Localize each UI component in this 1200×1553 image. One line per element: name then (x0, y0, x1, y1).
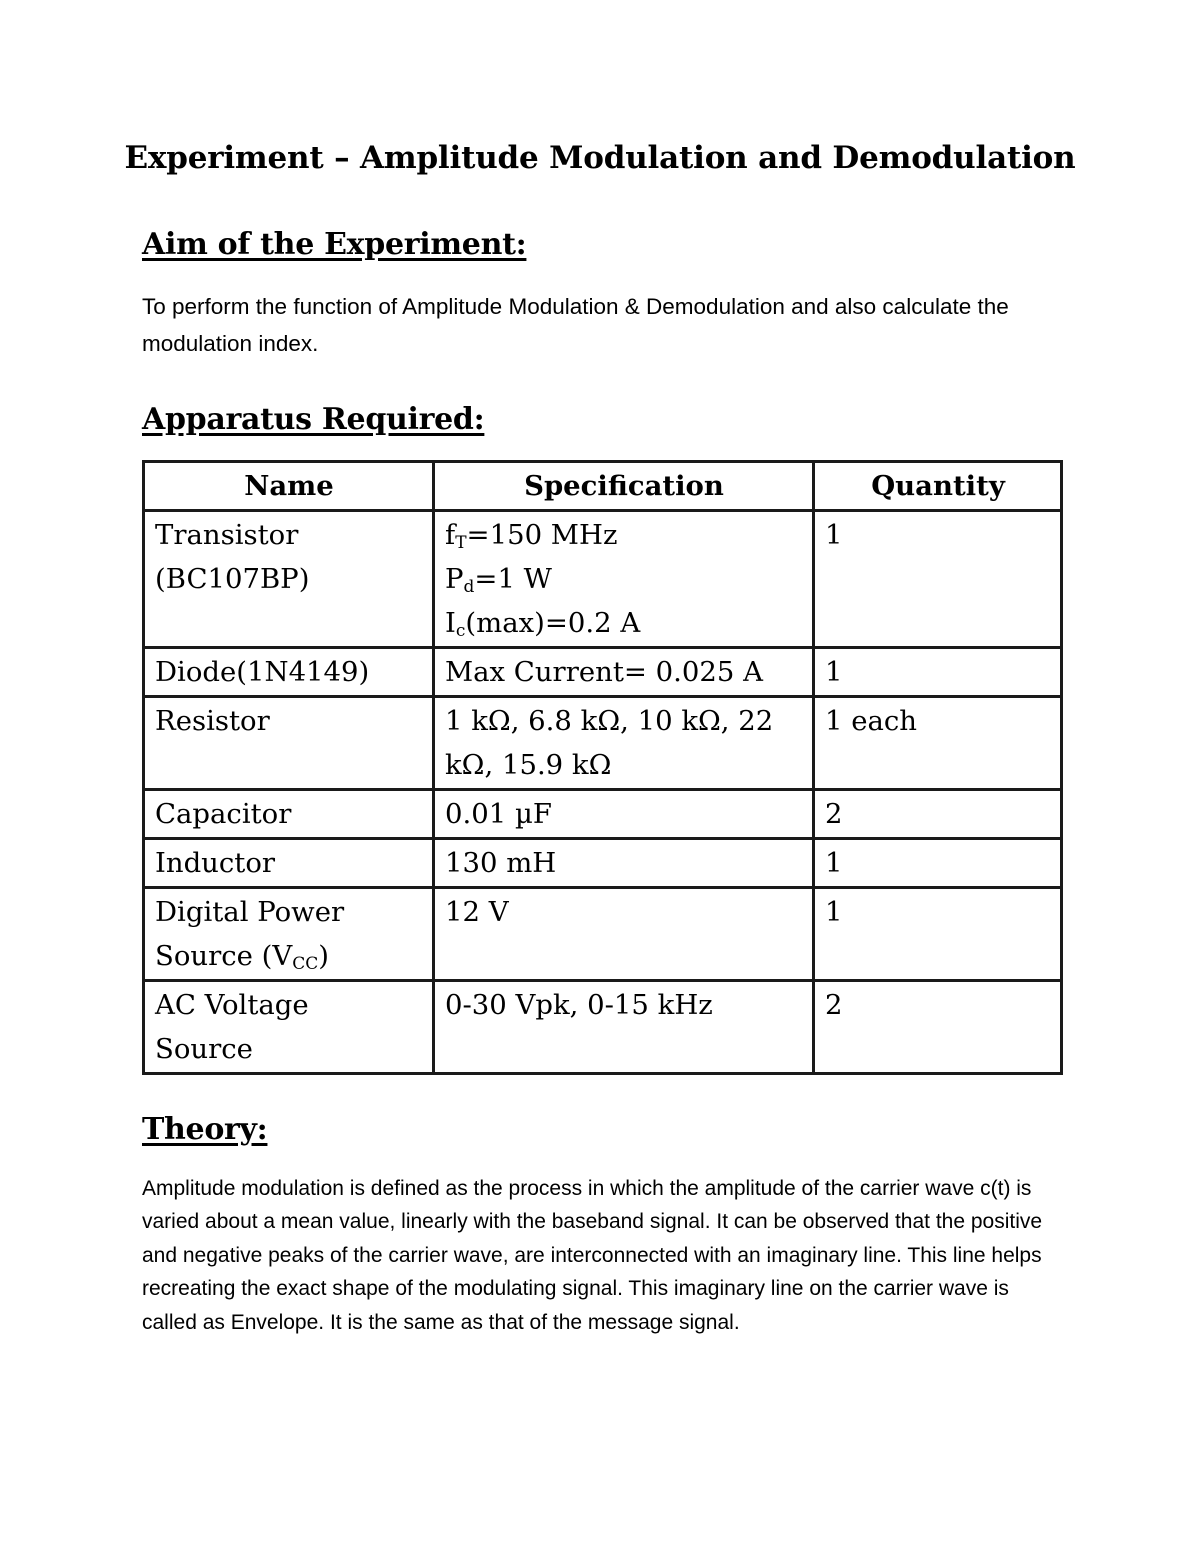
aim-heading: Aim of the Experiment: (142, 227, 527, 262)
cell-name (144, 790, 434, 839)
page-title: Experiment – Amplitude Modulation and Demodulation (124, 140, 1076, 176)
cell-name (144, 511, 434, 648)
cell-name-line: Digital Power (155, 896, 345, 928)
cell-specification (434, 981, 814, 1074)
cell-spec-line: Max Current= 0.025 A (445, 656, 763, 688)
cell-name-line: Inductor (155, 847, 276, 879)
cell-quantity (814, 888, 1062, 981)
cell-name-line: Diode(1N4149) (155, 656, 370, 688)
cell-spec-line: 0.01 µF (445, 798, 552, 830)
cell-spec-line: $I_c(\max)=0.2$ A (445, 607, 641, 641)
cell-quantity-value: 1 (825, 847, 843, 879)
cell-quantity (814, 697, 1062, 790)
cell-quantity (814, 981, 1062, 1074)
cell-quantity-value: 1 (825, 656, 843, 688)
column-header-name: Name (144, 462, 434, 511)
cell-name (144, 888, 434, 981)
table-row (144, 790, 1062, 839)
subscript: d (463, 577, 475, 597)
aim-text: To perform the function of Amplitude Modulation & Demodulation and also calculate the modulation index. (142, 294, 1009, 356)
subscript: T (455, 533, 467, 553)
cell-quantity (814, 839, 1062, 888)
apparatus-heading: Apparatus Required: (142, 402, 485, 437)
cell-name-line: AC Voltage (155, 989, 309, 1021)
column-header-quantity: Quantity (814, 462, 1062, 511)
cell-name-line: Source (155, 1033, 253, 1065)
cell-name (144, 648, 434, 697)
cell-specification (434, 511, 814, 648)
cell-quantity-value: 1 each (825, 705, 918, 737)
cell-spec-line: 1 kΩ, 6.8 kΩ, 10 kΩ, 22 (445, 705, 774, 737)
cell-name-line: Capacitor (155, 798, 292, 830)
table-row (144, 648, 1062, 697)
cell-name-line: (BC107BP) (155, 563, 310, 595)
cell-specification (434, 790, 814, 839)
cell-specification (434, 648, 814, 697)
cell-spec-line: kΩ, 15.9 kΩ (445, 749, 612, 781)
cell-quantity (814, 790, 1062, 839)
table-header-row (144, 462, 1062, 511)
apparatus-table (142, 460, 1063, 1075)
cell-quantity-value: 1 (825, 896, 843, 928)
cell-quantity (814, 511, 1062, 648)
cell-specification (434, 888, 814, 981)
theory-heading: Theory: (142, 1112, 268, 1147)
cell-spec-line: $f_T=150$ MHz (445, 519, 618, 553)
table-row (144, 511, 1062, 648)
cell-spec-line: 12 V (445, 896, 509, 928)
cell-specification (434, 697, 814, 790)
cell-quantity-value: 2 (825, 989, 843, 1021)
cell-quantity-value: 1 (825, 519, 843, 551)
cell-quantity (814, 648, 1062, 697)
cell-spec-line: $P_d=1$ W (445, 563, 552, 597)
cell-quantity-value: 2 (825, 798, 843, 830)
cell-spec-line: 130 mH (445, 847, 557, 879)
cell-name (144, 981, 434, 1074)
table-row (144, 839, 1062, 888)
subscript: c (455, 621, 466, 641)
column-header-specification: Specification (434, 462, 814, 511)
subscript: CC (292, 954, 319, 974)
cell-name-line: Source $(V_{CC})$ (155, 940, 330, 974)
cell-spec-line: 0-30 Vpk, 0-15 kHz (445, 989, 713, 1021)
table-row (144, 981, 1062, 1074)
table-row (144, 697, 1062, 790)
cell-name (144, 697, 434, 790)
apparatus-table-body (144, 511, 1062, 1074)
cell-name (144, 839, 434, 888)
cell-name-line: Transistor (155, 519, 299, 551)
theory-text: Amplitude modulation is defined as the process in which the amplitude of the carrier wave c(t) is varied about a mean value, linearly with the baseband signal. It can be observed that the positive and negative peaks of the carrier wave, are interconnected with an imaginary line. This line helps recreating the exact shape of the modulating signal. This imaginary line on the carrier wave is called as Envelope. It is the same as that of the message signal. (142, 1177, 1043, 1334)
cell-specification (434, 839, 814, 888)
cell-name-line: Resistor (155, 705, 270, 737)
table-row (144, 888, 1062, 981)
